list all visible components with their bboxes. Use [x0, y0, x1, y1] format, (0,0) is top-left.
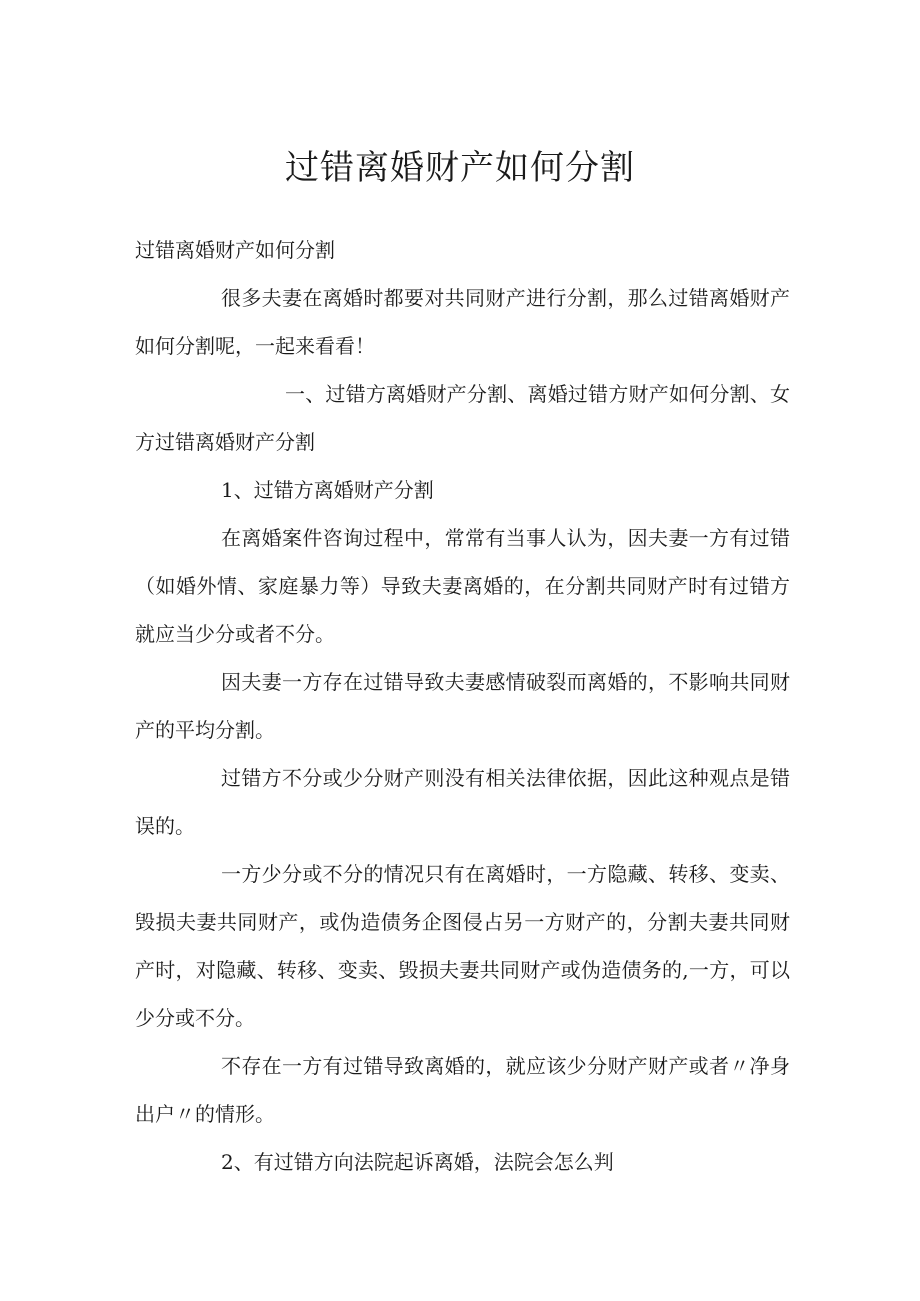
document-title: 过错离婚财产如何分割	[285, 148, 635, 188]
paragraph: 一方少分或不分的情况只有在离婚时，一方隐藏、转移、变卖、毁损夫妻共同财产，或伪造债务企图侵占另一方财产的，分割夫妻共同财产时，对隐藏、转移、变卖、毁损夫妻共同财产或伪造债务的,一方，可以少分或不分。	[135, 862, 790, 1030]
subsection-heading-1: 1、过错方离婚财产分割	[221, 478, 434, 502]
section-heading-1: 一、过错方离婚财产分割、离婚过错方财产如何分割、女方过错离婚财产分割	[135, 382, 790, 454]
paragraph: 在离婚案件咨询过程中，常常有当事人认为，因夫妻一方有过错（如婚外情、家庭暴力等）导致夫妻离婚的，在分割共同财产时有过错方就应当少分或者不分。	[135, 526, 790, 646]
subsection-heading-2: 2、有过错方向法院起诉离婚，法院会怎么判	[221, 1150, 614, 1174]
paragraph-intro: 很多夫妻在离婚时都要对共同财产进行分割，那么过错离婚财产如何分割呢，一起来看看！	[135, 286, 790, 358]
paragraph: 因夫妻一方存在过错导致夫妻感情破裂而离婚的，不影响共同财产的平均分割。	[135, 670, 790, 742]
paragraph: 过错方不分或少分财产则没有相关法律依据，因此这种观点是错误的。	[135, 766, 790, 838]
document-subtitle: 过错离婚财产如何分割	[135, 238, 335, 262]
paragraph: 不存在一方有过错导致离婚的，就应该少分财产财产或者〃净身出户〃的情形。	[135, 1054, 790, 1126]
document-body	[135, 226, 790, 1186]
